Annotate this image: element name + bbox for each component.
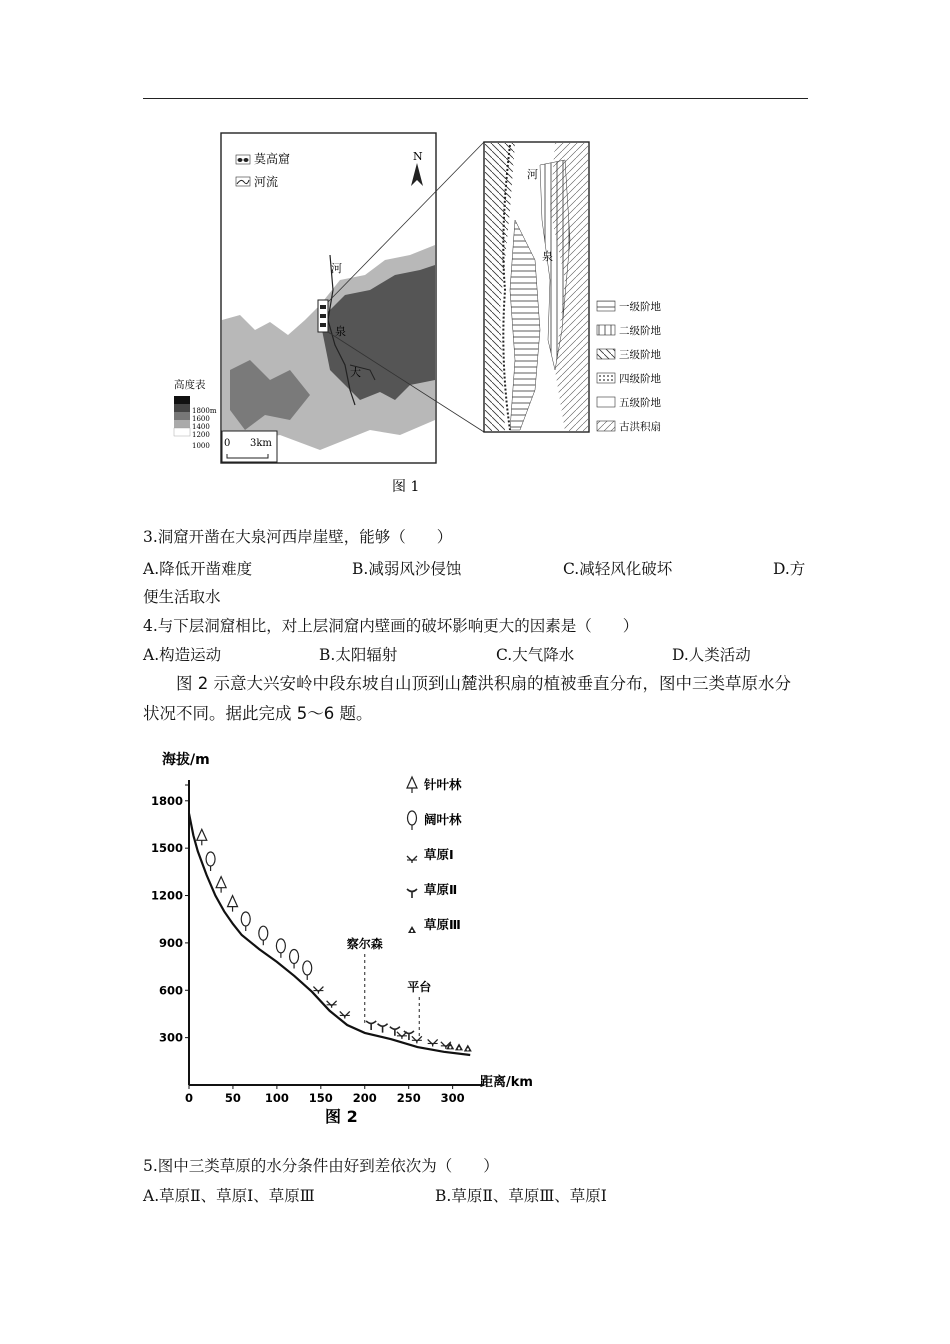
broadleaf-crown <box>303 961 312 975</box>
x-tick-label: 0 <box>184 1091 194 1105</box>
broadleaf-crown <box>276 939 285 953</box>
figure-1-caption: 图 1 <box>392 479 420 495</box>
svg-text:N: N <box>413 150 423 163</box>
grass-2-blades <box>366 1021 376 1030</box>
x-tick-label: 300 <box>440 1091 465 1105</box>
x-tick-label: 150 <box>308 1091 333 1105</box>
svg-text:1000: 1000 <box>192 442 210 450</box>
legend-river-label: 河流 <box>254 175 279 189</box>
svg-text:1600: 1600 <box>192 415 210 423</box>
legend-cave-label: 莫高窟 <box>254 152 291 166</box>
svg-text:泉: 泉 <box>542 250 553 263</box>
grass-1-icon <box>412 1036 422 1043</box>
q3-option-c[interactable]: C.减轻风化破坏 <box>563 560 673 578</box>
intro-paragraph-line-1: 图 2 示意大兴安岭中段东坡自山顶到山麓洪积扇的植被垂直分布，图中三类草原水分 <box>176 674 791 693</box>
q3-option-b[interactable]: B.减弱风沙侵蚀 <box>352 560 462 578</box>
q4-option-c[interactable]: C.大气降水 <box>496 646 575 664</box>
grass-1-icon <box>327 1001 337 1008</box>
broadleaf-crown <box>206 852 215 866</box>
conifer-crown <box>216 877 226 888</box>
svg-text:1800m: 1800m <box>192 407 217 415</box>
y-tick-label: 600 <box>158 983 183 998</box>
grass-2-icon <box>378 1024 388 1033</box>
svg-text:0: 0 <box>224 438 231 449</box>
y-axis-label: 海拔/m <box>162 752 210 768</box>
broadleaf-icon <box>241 912 250 931</box>
conifer-crown <box>407 777 417 788</box>
legend-icon-3 <box>407 856 417 863</box>
terrace-legend <box>597 300 661 433</box>
broadleaf-icon <box>206 852 215 871</box>
grass-3-dot <box>449 1046 451 1048</box>
legend-label: 草原Ⅱ <box>424 882 458 897</box>
conifer-icon <box>216 877 226 893</box>
q5-option-a[interactable]: A.草原Ⅱ、草原Ⅰ、草原Ⅲ <box>143 1187 315 1205</box>
q4-option-a[interactable]: A.构造运动 <box>143 646 222 664</box>
broadleaf-crown <box>408 811 417 825</box>
legend-icon-4 <box>407 889 417 898</box>
grass-3-dot <box>411 930 413 932</box>
y-tick-label: 900 <box>158 935 183 950</box>
legend-icon-2 <box>408 811 417 830</box>
legend-label: 草原Ⅲ <box>424 917 461 932</box>
x-tick-label: 100 <box>264 1091 289 1105</box>
legend-label: 针叶林 <box>424 777 462 792</box>
broadleaf-crown <box>241 912 250 926</box>
conifer-crown <box>197 829 207 840</box>
figure-2-chart <box>150 742 550 1137</box>
grass-2-icon <box>390 1027 400 1036</box>
legend-label: 阔叶林 <box>424 812 462 827</box>
conifer-icon <box>197 829 207 845</box>
question-3: 3.洞窟开凿在大泉河西岸崖壁，能够（ ） <box>143 528 453 546</box>
svg-text:泉: 泉 <box>335 325 346 338</box>
svg-text:古洪积扇: 古洪积扇 <box>619 421 661 433</box>
q4-option-b[interactable]: B.太阳辐射 <box>319 646 398 664</box>
grass-2-blades <box>378 1024 388 1033</box>
intro-paragraph-line-2: 状况不同。据此完成 5～6 题。 <box>143 704 373 723</box>
q4-option-d[interactable]: D.人类活动 <box>672 646 751 664</box>
broadleaf-icon <box>259 926 268 945</box>
broadleaf-icon <box>276 939 285 958</box>
legend-label: 草原Ⅰ <box>424 847 454 862</box>
conifer-crown <box>228 896 238 907</box>
x-axis-label: 距离/km <box>480 1075 533 1090</box>
figure-1-map <box>170 130 690 500</box>
annotation-label: 平台 <box>407 980 432 994</box>
y-tick-label: 1200 <box>150 888 183 903</box>
y-tick-label: 1800 <box>150 793 183 808</box>
svg-text:大: 大 <box>350 366 361 379</box>
grass-3-icon <box>464 1044 472 1051</box>
svg-text:一级阶地: 一级阶地 <box>619 301 661 313</box>
grass-3-dot <box>458 1047 460 1049</box>
q3-option-a[interactable]: A.降低开凿难度 <box>143 560 253 578</box>
x-tick-label: 200 <box>352 1091 377 1105</box>
svg-text:三级阶地: 三级阶地 <box>619 349 661 361</box>
grass-2-blades <box>407 889 417 898</box>
grass-3-dot <box>467 1048 469 1050</box>
grass-1-icon <box>340 1011 350 1018</box>
svg-text:四级阶地: 四级阶地 <box>619 373 661 385</box>
grass-2-icon <box>366 1021 376 1030</box>
conifer-icon <box>228 896 238 912</box>
grass-3-icon <box>455 1043 463 1050</box>
svg-text:3km: 3km <box>250 438 272 449</box>
grass-2-blades <box>390 1027 400 1036</box>
svg-text:1200: 1200 <box>192 431 210 439</box>
x-tick-label: 250 <box>396 1091 421 1105</box>
svg-text:1400: 1400 <box>192 423 210 431</box>
svg-text:河: 河 <box>527 168 538 181</box>
grass-1-icon <box>428 1039 438 1046</box>
q3-option-d[interactable]: D.方 <box>773 560 806 578</box>
legend-icon-1 <box>407 777 417 793</box>
svg-text:河: 河 <box>331 262 342 275</box>
annotation-label: 察尔森 <box>346 937 383 951</box>
q5-option-b[interactable]: B.草原Ⅱ、草原Ⅲ、草原Ⅰ <box>435 1187 607 1205</box>
figure-2-caption: 图 2 <box>325 1107 358 1126</box>
svg-text:高度表: 高度表 <box>174 379 206 391</box>
q3-option-d-cont: 便生活取水 <box>143 588 221 606</box>
broadleaf-icon <box>290 950 299 969</box>
legend-icon-5 <box>408 926 416 933</box>
question-4: 4.与下层洞窟相比，对上层洞窟内壁画的破坏影响更大的因素是（ ） <box>143 617 639 635</box>
svg-text:五级阶地: 五级阶地 <box>619 397 661 409</box>
broadleaf-crown <box>290 950 299 964</box>
y-tick-label: 1500 <box>150 841 183 856</box>
top-rule <box>143 98 808 99</box>
y-tick-label: 300 <box>158 1030 183 1045</box>
grass-1-icon <box>313 987 323 994</box>
question-5: 5.图中三类草原的水分条件由好到差依次为（ ） <box>143 1157 499 1175</box>
x-tick-label: 50 <box>224 1091 241 1105</box>
broadleaf-crown <box>259 926 268 940</box>
svg-text:二级阶地: 二级阶地 <box>619 325 661 337</box>
broadleaf-icon <box>303 961 312 980</box>
